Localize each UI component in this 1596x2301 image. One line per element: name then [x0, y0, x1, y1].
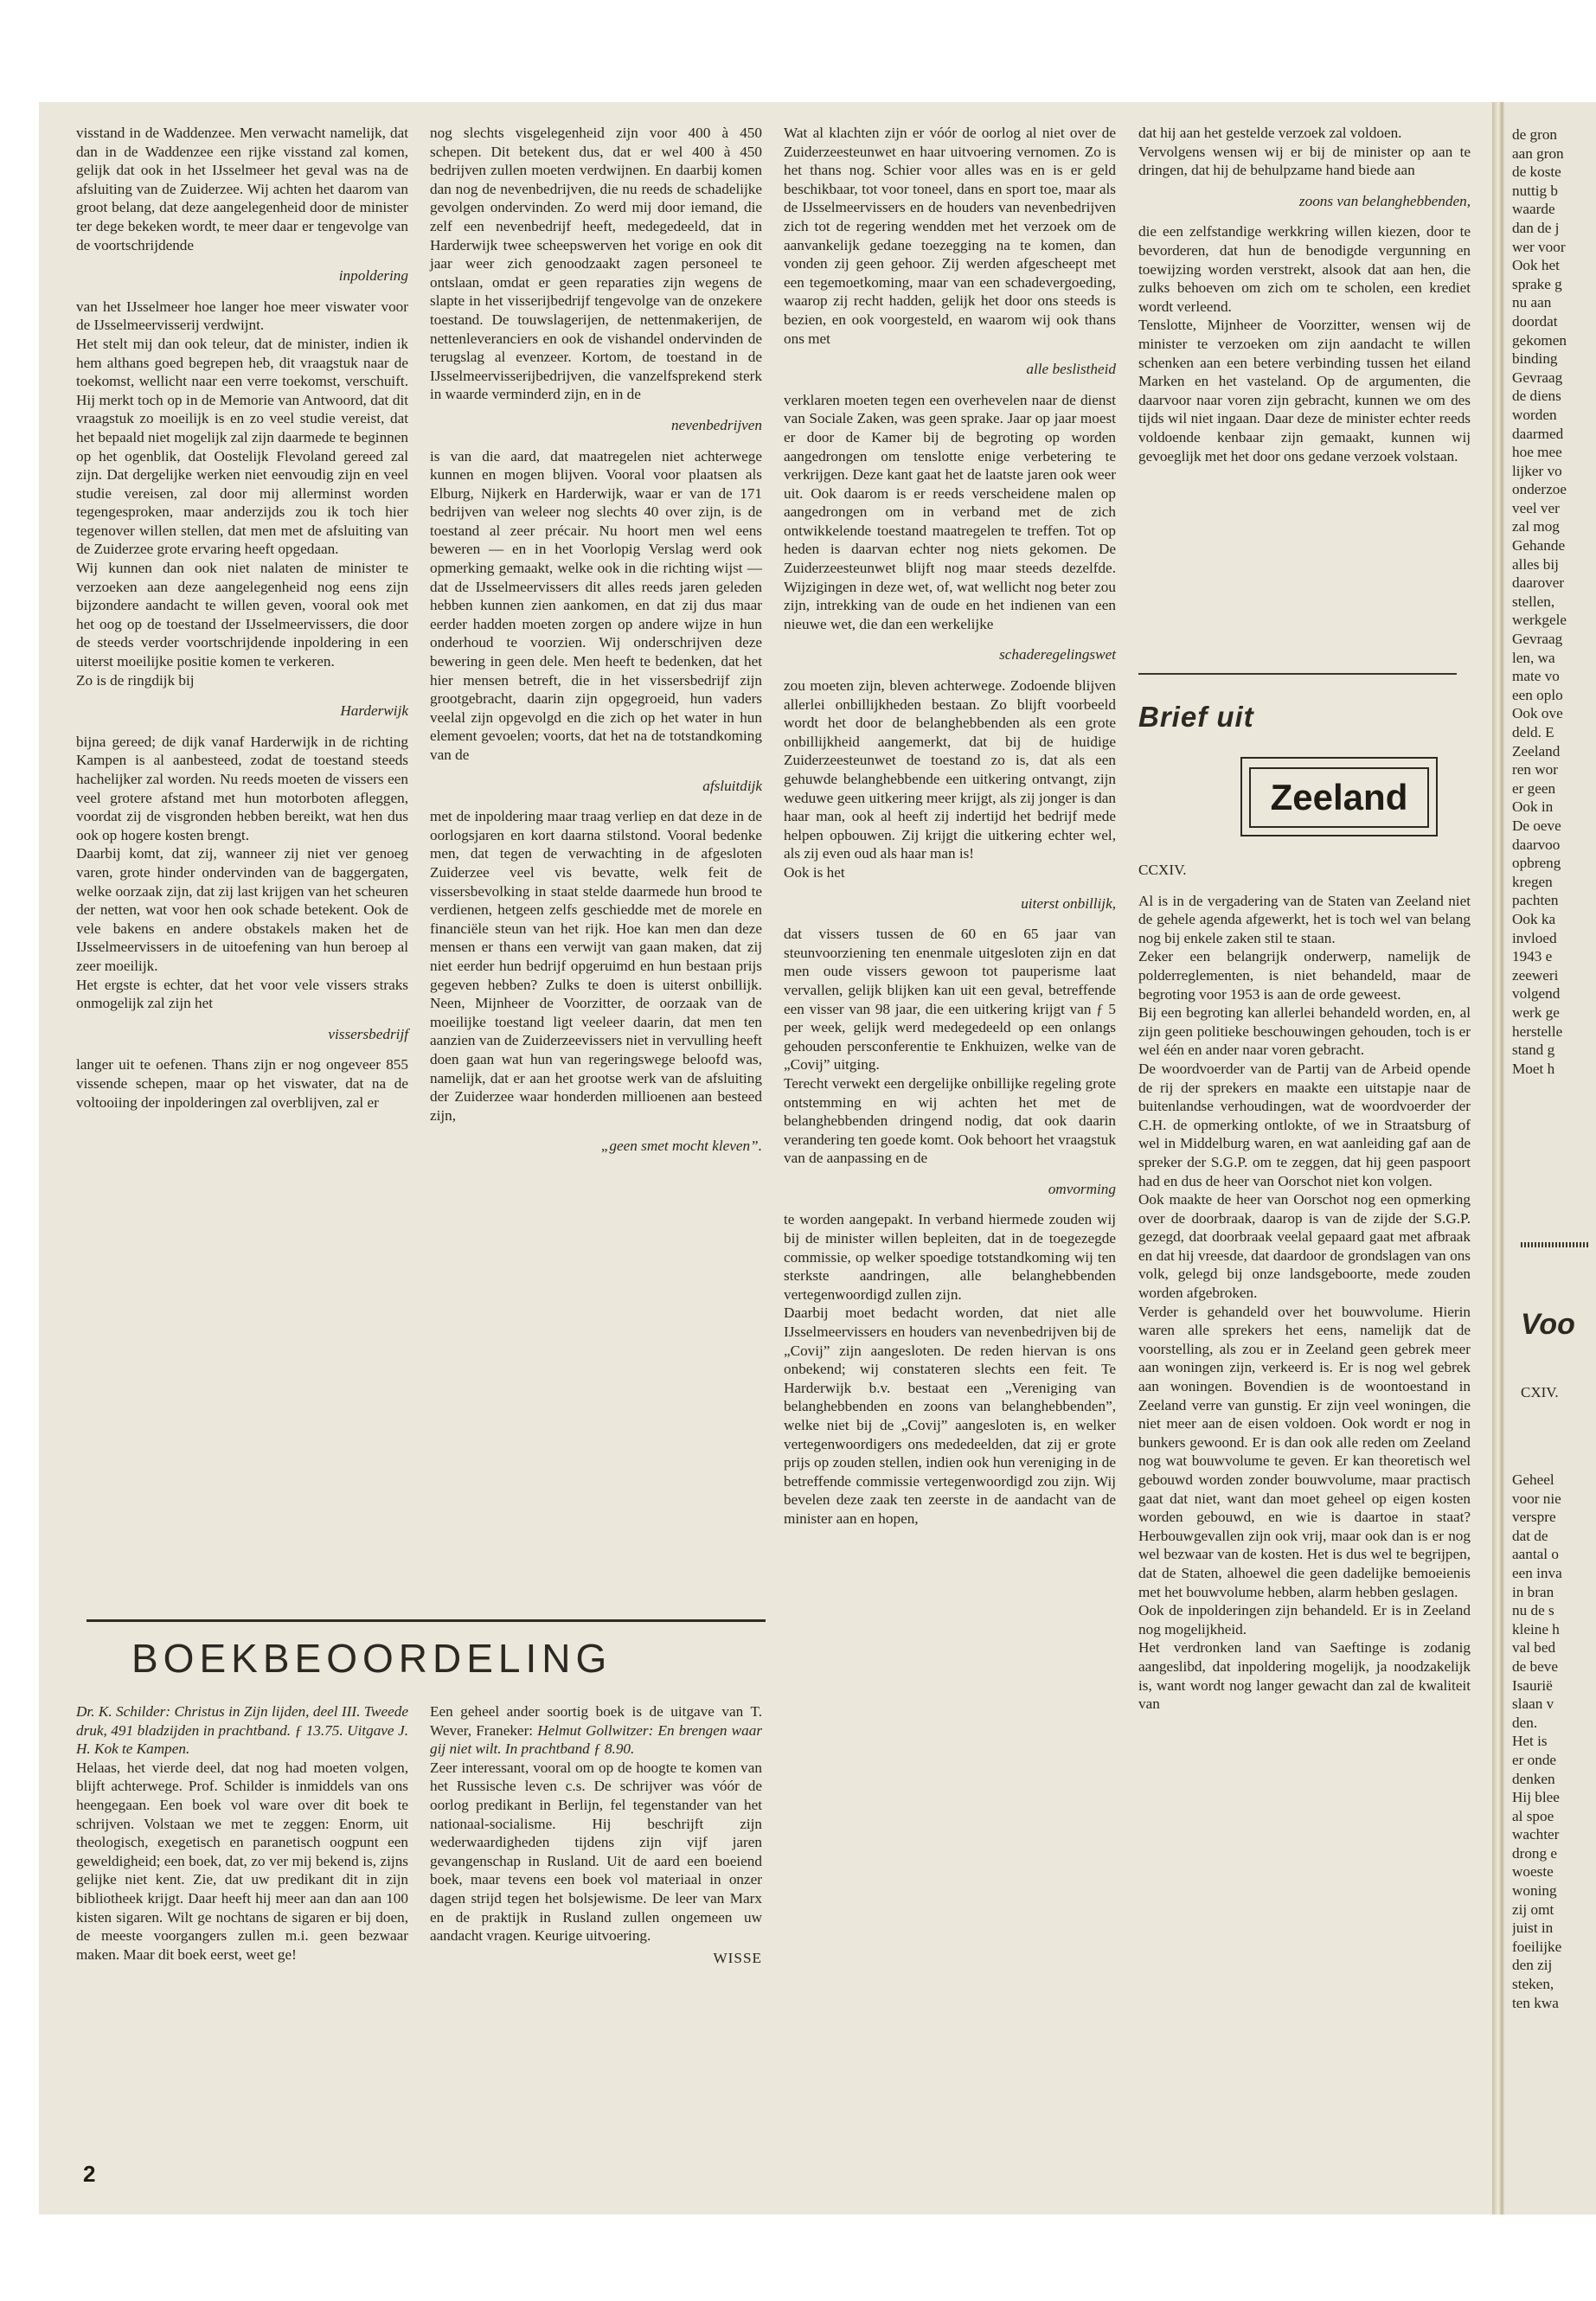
adjacent-page-line: Zeeland [1512, 742, 1561, 760]
review-intro-text: Een geheel ander soortig boek is de uitgave van T. Wever, Franeker: [430, 1703, 762, 1739]
paragraph: Het stelt mij dan ook teleur, dat de minister, indien ik hem althans goed begrepen heb, dit vraagstuk naar de toekomst, wellicht naar een verre toekomst, verschuift. Hij merkt toch op in de Memorie van Antwoord, dat dit vraagstuk zo moeilijk is en zo veel studie vereist, dat het bepaald niet mogelijk zal zijn daarmede te beginnen op het ogenblik, dat Oostelijk Flevoland gereed zal zijn. Dat dergelijke werken niet eenvoudig zijn en veel studie vereisen, zal door mij allerminst worden tegengesproken, maar anderzijds zou ik toch hier tegenover willen stellen, dat men met de afsluiting van de Zuiderzee grote ervaring heeft opgedaan. [76, 335, 408, 558]
adjacent-page-line: een oplo [1512, 686, 1563, 703]
review-heading: Helmut Gollwitzer: En brengen waar gij niet wilt. In prachtband ƒ 8.90. [430, 1721, 763, 1758]
adjacent-page-line: Ook ka [1512, 910, 1556, 927]
book-review-2 [430, 1702, 762, 1967]
paragraph: Verder is gehandeld over het bouwvolume. Hierin waren alle sprekers het eens, namelijk dat de voorstelling, als zou er in Zeeland geen gebrek meer aan woningen zijn, verkeerd is. Er is nog wel gebrek aan woningen. Bovendien is de woontoestand in Zeeland verre van gunstig. Er zijn veel woningen, die niet meer aan de eisen voldoen. Ook wordt er nog in bunkers gewoond. Er is dan ook alle reden om Zeeland nog wat bouwvolume te geven. Er kan theoretisch wel gebouwd worden zonder bouwvolume, maar practisch gaat dat niet, want dan moet geheel op eigen kosten worden gebouwd, en wie is daartoe in staat? Herbouwgevallen zijn ook vrij, maar ook dan is er nog wel bezwaar van de kosten. Het is dus wel te begrijpen, dat de Staten, alhoewel die geen dadelijke bemoeienis met het bouwvolume hebben, alarm hebben geslagen. [1138, 1303, 1471, 1600]
paragraph: van het IJsselmeer hoe langer hoe meer viswater voor de IJsselmeervisserij verdwijnt. [76, 298, 408, 334]
subheading: nevenbedrijven [671, 416, 762, 433]
adjacent-page-line: Het is [1512, 1733, 1548, 1750]
adjacent-page-line: kleine h [1512, 1620, 1560, 1638]
adjacent-page-line: aan gron [1512, 144, 1564, 162]
adjacent-page-line: De oeve [1512, 817, 1561, 834]
adjacent-page-line: de diens [1512, 388, 1561, 405]
article-column-4 [1138, 124, 1471, 465]
page-gutter [1492, 102, 1503, 2214]
adjacent-page-line: wachter [1512, 1826, 1560, 1843]
adjacent-page-line: er geen [1512, 779, 1556, 797]
zeeland-title-box [1240, 757, 1438, 836]
paragraph: Terecht verwekt een dergelijke onbillijke regeling grote ontstemming en wij achten het met de belanghebbenden dringend nodig, dat ook daarin verandering ten goede komt. Ook behoort het vraagstuk van de aanpassing en de [784, 1074, 1116, 1167]
boekbeoordeling-title: BOEKBEOORDELING [131, 1636, 612, 1681]
subheading: inpoldering [338, 267, 408, 285]
adjacent-page-line: de gron [1512, 126, 1558, 143]
paragraph: Daarbij komt, dat zij, wanneer zij niet ver genoeg varen, grote hinder ondervinden van de baggergaten, welke oorzaak zijn, dat zij last krijgen van het scheuren der netten, wat voor hen ook schade betekent. Ook de vele bakens en andere obstakels maken het de IJsselmeervissers in de uitoefening van hun beroep al zeer moeilijk. [76, 845, 408, 974]
subheading: uiterst onbillijk, [1021, 894, 1116, 912]
paragraph: De woordvoerder van de Partij van de Arbeid opende de rij der sprekers en maakte een uitstapje naar de buitenlandse verhoudingen, wat de woordvoerder der C.H. de opmerking ontlokte, of we in Straatsburg of wel in Middelburg waren, en wat aanleiding gaf aan de spreker der S.G.P. om te zeggen, dat hij geen paspoort had en dus de heer van Oorschot niet kon volgen. [1138, 1060, 1471, 1189]
paragraph: dat hij aan het gestelde verzoek zal voldoen. [1138, 125, 1402, 141]
adjacent-page-line: nuttig b [1512, 182, 1558, 199]
brief-number: CCXIV. [1138, 862, 1187, 878]
adjacent-page-line: Gevraag [1512, 631, 1563, 648]
adjacent-page-heading: Voo [1521, 1308, 1575, 1341]
adjacent-page-line: onderzoe [1512, 481, 1567, 498]
adjacent-page-line: steken, [1512, 1976, 1554, 1993]
adjacent-page-text-top [1512, 125, 1590, 1078]
paragraph: Vervolgens wensen wij er bij de minister op aan te dringen, dat hij de behulpzame hand biede aan [1138, 143, 1471, 179]
adjacent-page-line: ten kwa [1512, 1994, 1559, 2011]
paragraph: Het verdronken land van Saeftinge is zodanig aangeslibd, dat inpoldering mogelijk, ja noodzakelijk is, want wordt nog langer gewacht dan zal de kwaliteit van [1138, 1639, 1471, 1713]
adjacent-page-line: doordat [1512, 312, 1558, 330]
paragraph: is van die aard, dat maatregelen niet achterwege kunnen en mogen blijven. Vooral voor plaatsen als Elburg, Nijkerk en Harderwijk, waar er van de 171 bedrijven van weleer nog slechts 40 over zijn, is de toestand al zeer précair. Nu hoort men wel eens beweren — en in het Voorlopig Verslag werd ook opmerking gemaakt, welke ook in die richting wijst — dat de IJsselmeervissers dit alles reeds jaren geleden hebben kunnen zien aankomen, en dat zij dus maar eerder hadden moeten zorgen op andere wijze in hun onderhoud te voorzien. Wij onderschrijven deze bewering in geen dele. Men heeft te bedenken, dat het hier mensen betreft, die in het vissersbedrijf zijn grootgebracht, daarin zijn opgegroeid, hun vaders veelal zijn opgevolgd en die zich op het water in hun element gevoelen; voorts, dat het na de totstandkoming van de [430, 447, 762, 763]
adjacent-page-line: binding [1512, 350, 1558, 368]
adjacent-page-line: den zij [1512, 1957, 1553, 1974]
adjacent-page-line: nu de s [1512, 1602, 1554, 1619]
adjacent-page-line: in bran [1512, 1583, 1554, 1600]
paragraph: Wij kunnen dan ook niet nalaten de minister te verzoeken aan deze aangelegenheid nog eens zijn bijzondere aandacht te willen geven, vooral ook met het oog op de toestand der IJsselmeervissers, die door de steeds verder voortschrijdende inpoldering in een uiterst moeilijke positie komen te verkeren. [76, 560, 408, 670]
adjacent-page-line: er onde [1512, 1751, 1557, 1768]
section-divider [87, 1619, 766, 1622]
adjacent-page-line: een inva [1512, 1564, 1562, 1581]
paragraph: verklaren moeten tegen een overhevelen naar de dienst van Sociale Zaken, was geen sprake. Jaar op jaar moest er door de Kamer bij de begroting op worden aangedrongen om tenslotte enige verbetering te verkrijgen. Deze kant gaat het de laatste jaren ook weer uit. Ook daarom is er reeds verscheidene malen op aangedrongen om in verband met de zich ontwikkelende toestand maatregelen te treffen. Tot op heden is daarvan echter nog niets gekomen. De Zuiderzeesteunwet blijft nog maar steeds dezelfde. Wijzigingen in deze wet, of, wat wellicht nog beter zou zijn, intrekking van de oude en het indienen van een nieuwe wet, die dan een werkelijke [784, 391, 1116, 632]
adjacent-page-line: Ook ove [1512, 705, 1563, 722]
adjacent-page-line: kregen [1512, 873, 1553, 890]
paragraph: zou moeten zijn, bleven achterwege. Zodoende blijven allerlei onbillijkheden bestaan. Zo blijft voorbeeld wordt het door de belanghebbenden als een grote onbillijkheid aangemerkt, dat bij de huidige Zuiderzeesteunwet de toestand zo is, dat als een gehuwde belanghebbende een uitkering ontvangt, zijn weduwe geen uitkering meer krijgt, als zij jonger is dan haar man, ook al heeft zij indertijd het bedrijf mede helpen opbouwen. Zij krijgt die uitkering echter wel, als zij even oud als haar man is! [784, 677, 1116, 862]
adjacent-page-line: mate vo [1512, 668, 1560, 685]
paragraph: die een zelfstandige werkkring willen kiezen, door te bevorderen, dat hun de benodigde vergunning en toewijzing worden verstrekt, alsook dat aan hen, die zulks behoeven om zich om te scholen, een krediet wordt verleend. [1138, 223, 1471, 315]
article-column-2 [430, 124, 762, 1168]
adjacent-page-line: sprake g [1512, 275, 1562, 292]
subheading: zoons van belanghebbenden, [1298, 192, 1471, 209]
adjacent-page-line: alles bij [1512, 555, 1559, 573]
review-body: Zeer interessant, vooral om op de hoogte te komen van het Russische leven c.s. De schrijver was vóór de oorlog predikant in Berlijn, fel tegenstander van het nationaal-socialisme. Hij beschrijft zijn wederwaardigheden tijdens zijn vijf jaren gevangenschap in Rusland. Uit de aard een boeiend boek, maar tevens een boek vol materiaal in onzer dagen strijd tegen het bolsjewisme. De leer van Marx en de praktijk in Rusland zullen ongemeen uw aandacht vragen. Keurige uitvoering. [430, 1759, 762, 1945]
adjacent-page-line: slaan v [1512, 1695, 1554, 1713]
adjacent-page-line: aantal o [1512, 1546, 1559, 1563]
paragraph: met de inpoldering maar traag verliep en dat deze in de oorlogsjaren en kort daarna stilstond. Vooral bedenke men, dat tegen de verwachting in de afgesloten Zuiderzee veel vis bevatte, welk feit de vissersbevolking in staat stelde daarmede hun brood te verdienen, hetgeen zelfs geschiedde met de morele en financiële steun van het rijk. Hoe kan men dan deze mensen er thans een verwijt van gaan maken, dat zij niet eerder hun bedrijf opgeruimd en hun bestaan prijs gegeven hebben? Zulks te doen is uiterst onbillijk. Neen, Mijnheer de Voorzitter, de oorzaak van de moeilijke toestand ligt veeleer daarin, dat men ten aanzien van de Zuiderzeevissers niet in vervulling heeft doen gaan wat hun van regeringswege beloofd was, namelijk, dat er aan het grootse werk van de afsluiting der Zuiderzee waar honderden millioenen aan besteed zijn, [430, 808, 762, 1124]
paragraph: nog slechts visgelegenheid zijn voor 400 à 450 schepen. Dit betekent dus, dat er wel 400 à 450 bedrijven zullen moeten verdwijnen. En daarbij komen dan nog de nevenbedrijven, die nu reeds de schadelijke gevolgen ondervinden. Zo werd mij door iemand, die zelf een nevenbedrijf heeft, medegedeeld, dat in Harderwijk twee scheepswerven het vorige en ook dit jaar weer zich genoodzaakt zagen personeel te ontslaan, omdat er geen reparaties zijn wegens de slapte in het visserijbedrijf tengevolge van de onzekere toestand. De touwslagerijen, de nettenmakerijen, de nettenleveranciers en ook de vishandel ondervinden de terugslag al evenzeer. Kortom, de toestand in de IJsselmeervisserijbedrijven, die vanzelfsprekend sterk in waarde verminderd zijn, en in de [430, 125, 762, 403]
subheading: omvorming [1048, 1180, 1116, 1197]
subheading: vissersbedrijf [328, 1025, 408, 1042]
adjacent-page-line: waarde [1512, 201, 1555, 218]
adjacent-page-line: zeeweri [1512, 966, 1559, 984]
adjacent-page-line: herstelle [1512, 1022, 1563, 1040]
adjacent-page-line: drong e [1512, 1844, 1558, 1862]
review-heading: Dr. K. Schilder: Christus in Zijn lijden, deel III. Tweede druk, 491 bladzijden in prachtband. ƒ 13.75. Uitgave J. H. Kok te Kampen. [76, 1703, 408, 1758]
adjacent-page-line: verspre [1512, 1509, 1556, 1526]
paragraph: Al is in de vergadering van de Staten van Zeeland niet de gehele agenda afgewerkt, het is toch wel van belang nog bij enkele zaken stil te staan. [1138, 892, 1471, 946]
brief-uit-heading: Brief uit [1138, 701, 1254, 733]
adjacent-page-line: wer voor [1512, 238, 1566, 255]
adjacent-page-line: zij omt [1512, 1900, 1554, 1918]
paragraph: Ook de inpolderingen zijn behandeld. Er is in Zeeland nog mogelijkheid. [1138, 1602, 1471, 1638]
adjacent-page-line: deld. E [1512, 724, 1554, 740]
section-divider [1138, 673, 1457, 675]
adjacent-page-line: gekomen [1512, 331, 1567, 349]
adjacent-page-line: daarvoo [1512, 836, 1561, 853]
book-review-1 [76, 1702, 408, 1964]
adjacent-page-line: dan de j [1512, 219, 1560, 236]
adjacent-page-line: woeste [1512, 1863, 1554, 1881]
adjacent-page-line: stand g [1512, 1042, 1555, 1059]
adjacent-page-line: werk ge [1512, 1003, 1560, 1021]
adjacent-page-line: woning [1512, 1882, 1557, 1900]
adjacent-page-line: juist in [1512, 1920, 1554, 1937]
adjacent-page-line: stellen, [1512, 593, 1555, 610]
adjacent-page-line: al spoe [1512, 1807, 1554, 1824]
paragraph: Zo is de ringdijk bij [76, 671, 195, 689]
adjacent-page-line: daarmed [1512, 425, 1564, 442]
paragraph: Bij een begroting kan allerlei behandeld worden, en, al zijn geen politieke beschouwingen gehouden, toch is er wel één en ander naar voren gebracht. [1138, 1004, 1471, 1059]
paragraph: Zeker een belangrijk onderwerp, namelijk de polderreglementen, is niet behandeld, maar de begroting voor 1953 is aan de orde geweest. [1138, 948, 1471, 1003]
adjacent-page-line: foeilijke [1512, 1938, 1562, 1955]
adjacent-page-line: denken [1512, 1770, 1555, 1787]
review-body: Helaas, het vierde deel, dat nog had moeten volgen, blijft achterwege. Prof. Schilder is inmiddels van ons heengegaan. Een boek vol ware over dit boek te schrijven. Volstaan we met te zeggen: Enorm, uit theologisch, exegetisch en paranetisch oogpunt een geweldigheid; een boek, dat, zo ver mij bekend is, zijns gelijke niet kent. Zie, dat uw predikant dit in zijn bibliotheek krijgt. Daar heeft hij meer aan dan aan 100 kisten sigaren. Wilt ge nochtans de sigaren er bij doen, de meeste voorgangers zullen m.i. geen bezwaar maken. Maar dit boek eerst, weet ge! [76, 1759, 408, 1963]
adjacent-page-line: worden [1512, 406, 1557, 423]
adjacent-page-line: daarover [1512, 574, 1565, 592]
article-column-3 [784, 124, 1116, 1529]
adjacent-page-line: dat de [1512, 1527, 1548, 1544]
adjacent-page-line: opbreng [1512, 855, 1561, 872]
adjacent-page-divider [1521, 1242, 1590, 1247]
review-signature: WISSE [713, 1949, 762, 1966]
adjacent-page-line: nu aan [1512, 294, 1552, 311]
adjacent-page-line: 1943 e [1512, 948, 1553, 965]
adjacent-page-line: Moet h [1512, 1060, 1555, 1077]
adjacent-page-line: zal mog [1512, 518, 1560, 535]
adjacent-page-line: Geheel [1512, 1471, 1554, 1488]
adjacent-page-line: ren wor [1512, 761, 1558, 779]
article-column-1 [76, 124, 408, 1112]
adjacent-page-line: werkgele [1512, 612, 1567, 629]
adjacent-page-text-bottom [1512, 1471, 1590, 2012]
subheading: schaderegelingswet [999, 646, 1116, 663]
subheading: Harderwijk [340, 702, 408, 720]
paragraph: Het ergste is echter, dat het voor vele vissers straks onmogelijk zal zijn het [76, 976, 408, 1012]
adjacent-page-line: pachten [1512, 892, 1559, 909]
paragraph: Wat al klachten zijn er vóór de oorlog al niet over de Zuiderzeesteunwet en haar uitvoering vernomen. Zo is het thans nog. Schier voor alles was en is er geld beschikbaar, tot voor toneel, dans en sport toe, maar als de IJsselmeervissers en de houders van nevenbedrijven zich tot de regering wendden met het verzoek om de aanvankelijk gedane toezegging na te komen, dan vonden zij geen gehoor. Zij werden afgescheept met een tegemoetkoming, maar van een schadevergoeding, waarop zij recht hadden, gelijk het door ons steeds is bezien, en ook voorgesteld, en waarom wij ook thans ons met [784, 125, 1116, 347]
review-intro [430, 1702, 762, 1759]
paragraph: dat vissers tussen de 60 en 65 jaar van steunvoorziening ten enenmale uitgesloten zijn en dat men oude vissers gewoon tot pauperisme laat vervallen, gelijk blijken kan uit een geval, betreffende een visser van 98 jaar, die een uitkering krijgt van ƒ 5 per week, gelijk werd medegedeeld op een onlangs gehouden persconferentie te Enkhuizen, welke van de „Covij” uitging. [784, 926, 1116, 1074]
adjacent-page-line: val bed [1512, 1639, 1556, 1657]
subheading: afsluitdijk [702, 777, 762, 794]
brief-uit-zeeland-column [1138, 861, 1471, 1714]
quote-line: „geen smet mocht kleven”. [600, 1138, 762, 1155]
adjacent-page-line: invloed [1512, 929, 1557, 946]
paragraph: Ook maakte de heer van Oorschot nog een opmerking over de doorbraak, daarop is van de zijde der S.G.P. gezegd, dat doorbraak veelal gepaard gaat met afbraak en dat hij vreesde, dat daardoor de grondslagen van ons volk, gelegd bij onze landsgeboorte, mede zouden worden afgebroken. [1138, 1191, 1471, 1302]
adjacent-page-line: Ook het [1512, 257, 1560, 274]
paragraph: te worden aangepakt. In verband hiermede zouden wij bij de minister willen bepleiten, dat in de toegezegde commissie, op welker spoedige totstandkoming wij ten sterkste aandringen, alle belanghebbenden vertegenwoordigd zullen zijn. [784, 1211, 1116, 1303]
adjacent-page-line: veel ver [1512, 499, 1560, 516]
paragraph: Tenslotte, Mijnheer de Voorzitter, wensen wij de minister te verzoeken om zijn aandacht te willen schenken aan een betere verbinding tussen het eiland Marken en het vasteland. Op de argumenten, die daarvoor naar voren zijn gebracht, kunnen we om des tijds wil niet ingaan. Daar deze de minister echter reeds voldoende kenbaar zijn gemaakt, kunnen wij gevoeglijk met het door ons gedane verzoek volstaan. [1138, 317, 1471, 465]
paragraph: bijna gereed; de dijk vanaf Harderwijk in de richting Kampen is al aanbesteed, zodat de toestand steeds hachelijker zal worden. Nu reeds moeten de vissers een veel grotere afstand met hun motorboten afleggen, voordat zij de visgronden hebben bereikt, wat hen dus ook op hogere kosten brengt. [76, 733, 408, 843]
adjacent-page-line: Isaurië [1512, 1676, 1553, 1694]
adjacent-page-line: Ook in [1512, 798, 1554, 816]
subheading: alle beslistheid [1026, 361, 1116, 378]
adjacent-page-line: Hij blee [1512, 1789, 1560, 1806]
adjacent-page-line: Gehande [1512, 537, 1566, 554]
adjacent-page-line: de beve [1512, 1657, 1558, 1675]
paragraph: visstand in de Waddenzee. Men verwacht namelijk, dat dan in de Waddenzee een rijke visstand zal komen, gelijk dat ook in het IJsselmeer het geval was na de afsluiting van de Zuiderzee. Wij achten het daarom van groot belang, dat deze aangelegenheid door de minister ter dege bekeken wordt, te meer daar er tengevolge van de voortschrijdende [76, 125, 408, 253]
adjacent-page-line: Gevraag [1512, 369, 1563, 386]
adjacent-page-line: volgend [1512, 985, 1561, 1003]
adjacent-page-line: den. [1512, 1714, 1538, 1731]
paragraph: Daarbij moet bedacht worden, dat niet alle IJsselmeervissers en houders van nevenbedrijven bij de „Covij” zijn aangesloten. De reden hiervan is ons onbekend; wij constateren slechts een feit. Te Harderwijk b.v. bestaat een „Vereniging van belanghebbenden en zoons van belanghebbenden”, welke niet bij de „Covij” aangesloten is, en welker vertegenwoordigers ons mededeelden, dat zij er grote prijs op zouden stellen, indien ook hun vereniging in de betreffende commissie vertegenwoordigd zou zijn. Wij bevelen deze zaak ten zeerste in de aandacht van de minister aan en hopen, [784, 1304, 1116, 1527]
adjacent-page-line: de koste [1512, 163, 1561, 181]
paragraph: langer uit te oefenen. Thans zijn er nog ongeveer 855 vissende schepen, maar op het viswater, dat na de voltooiing der inpolderingen zal overblijven, zal er [76, 1056, 408, 1111]
zeeland-title: Zeeland [1249, 767, 1429, 828]
page-number: 2 [83, 2161, 96, 2187]
adjacent-page-line: lijker vo [1512, 462, 1562, 479]
adjacent-page-line: voor nie [1512, 1490, 1561, 1507]
adjacent-page-line: hoe mee [1512, 444, 1562, 461]
paragraph: Ook is het [784, 863, 845, 881]
adjacent-page-line: len, wa [1512, 649, 1555, 666]
adjacent-page-number: CXIV. [1521, 1384, 1559, 1400]
